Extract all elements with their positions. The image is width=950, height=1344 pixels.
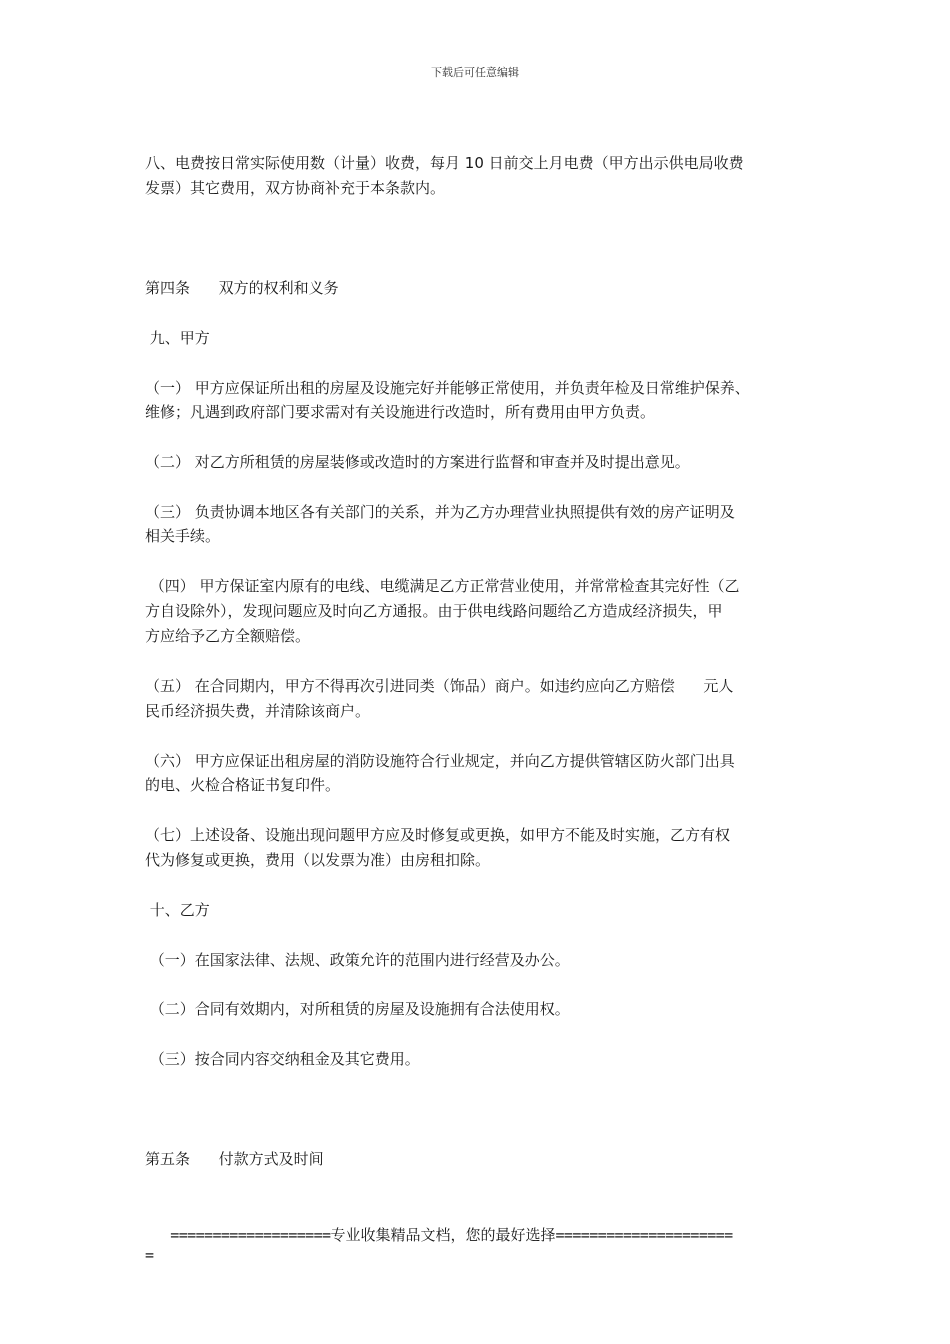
item-9-7-line-2: 代为修复或更换，费用（以发票为准）由房租扣除。 [145, 851, 491, 869]
footer-wrap-rule: = [145, 1246, 154, 1264]
footer-right-rule: ===================== [555, 1226, 733, 1244]
article-5-heading: 第五条 付款方式及时间 [145, 1150, 324, 1168]
item-9-5-line-1: （五） 在合同期内，甲方不得再次引进同类（饰品）商户。如违约应向乙方赔偿 元人 [145, 677, 734, 695]
article-4-heading: 第四条 双方的权利和义务 [145, 279, 339, 297]
item-10-3: （三）按合同内容交纳租金及其它费用。 [145, 1050, 420, 1068]
clause-8-line-2: 发票）其它费用，双方协商补充于本条款内。 [145, 179, 446, 197]
item-10-1: （一）在国家法律、法规、政策允许的范围内进行经营及办公。 [145, 951, 570, 969]
footer-left-rule: =================== [145, 1226, 331, 1244]
item-9-4-line-3: 方应给予乙方全额赔偿。 [145, 627, 311, 645]
item-9-3-line-2: 相关手续。 [145, 527, 221, 545]
footer-slogan: 专业收集精品文档，您的最好选择 [330, 1226, 556, 1244]
item-9-7-line-1: （七）上述设备、设施出现问题甲方应及时修复或更换，如甲方不能及时实施，乙方有权 [145, 826, 731, 844]
item-10-2: （二）合同有效期内，对所租赁的房屋及设施拥有合法使用权。 [145, 1000, 570, 1018]
page-header: 下载后可任意编辑 [431, 66, 519, 79]
item-9-1-line-2: 维修；凡遇到政府部门要求需对有关设施进行改造时，所有费用由甲方负责。 [145, 403, 656, 421]
item-9-3-line-1: （三） 负责协调本地区各有关部门的关系，并为乙方办理营业执照提供有效的房产证明及 [145, 503, 735, 521]
item-9-5-line-2: 民币经济损失费，并清除该商户。 [145, 702, 371, 720]
item-9-2-line-1: （二） 对乙方所租赁的房屋装修或改造时的方案进行监督和审查并及时提出意见。 [145, 453, 690, 471]
footer-banner [145, 1225, 733, 1245]
section-9-heading: 九、甲方 [145, 329, 210, 347]
item-9-6-line-1: （六） 甲方应保证出租房屋的消防设施符合行业规定，并向乙方提供管辖区防火部门出具 [145, 752, 735, 770]
item-9-6-line-2: 的电、火检合格证书复印件。 [145, 776, 341, 794]
item-9-4-line-2: 方自设除外），发现问题应及时向乙方通报。由于供电线路问题给乙方造成经济损失，甲 [145, 602, 723, 620]
item-9-1-line-1: （一） 甲方应保证所出租的房屋及设施完好并能够正常使用，并负责年检及日常维护保养、 [145, 379, 750, 397]
clause-8-line-1: 八、电费按日常实际使用数（计量）收费，每月 10 日前交上月电费（甲方出示供电局收费 [145, 154, 744, 172]
item-9-4-line-1: （四） 甲方保证室内原有的电线、电缆满足乙方正常营业使用，并常常检查其完好性（乙 [145, 577, 740, 595]
section-10-heading: 十、乙方 [145, 901, 210, 919]
